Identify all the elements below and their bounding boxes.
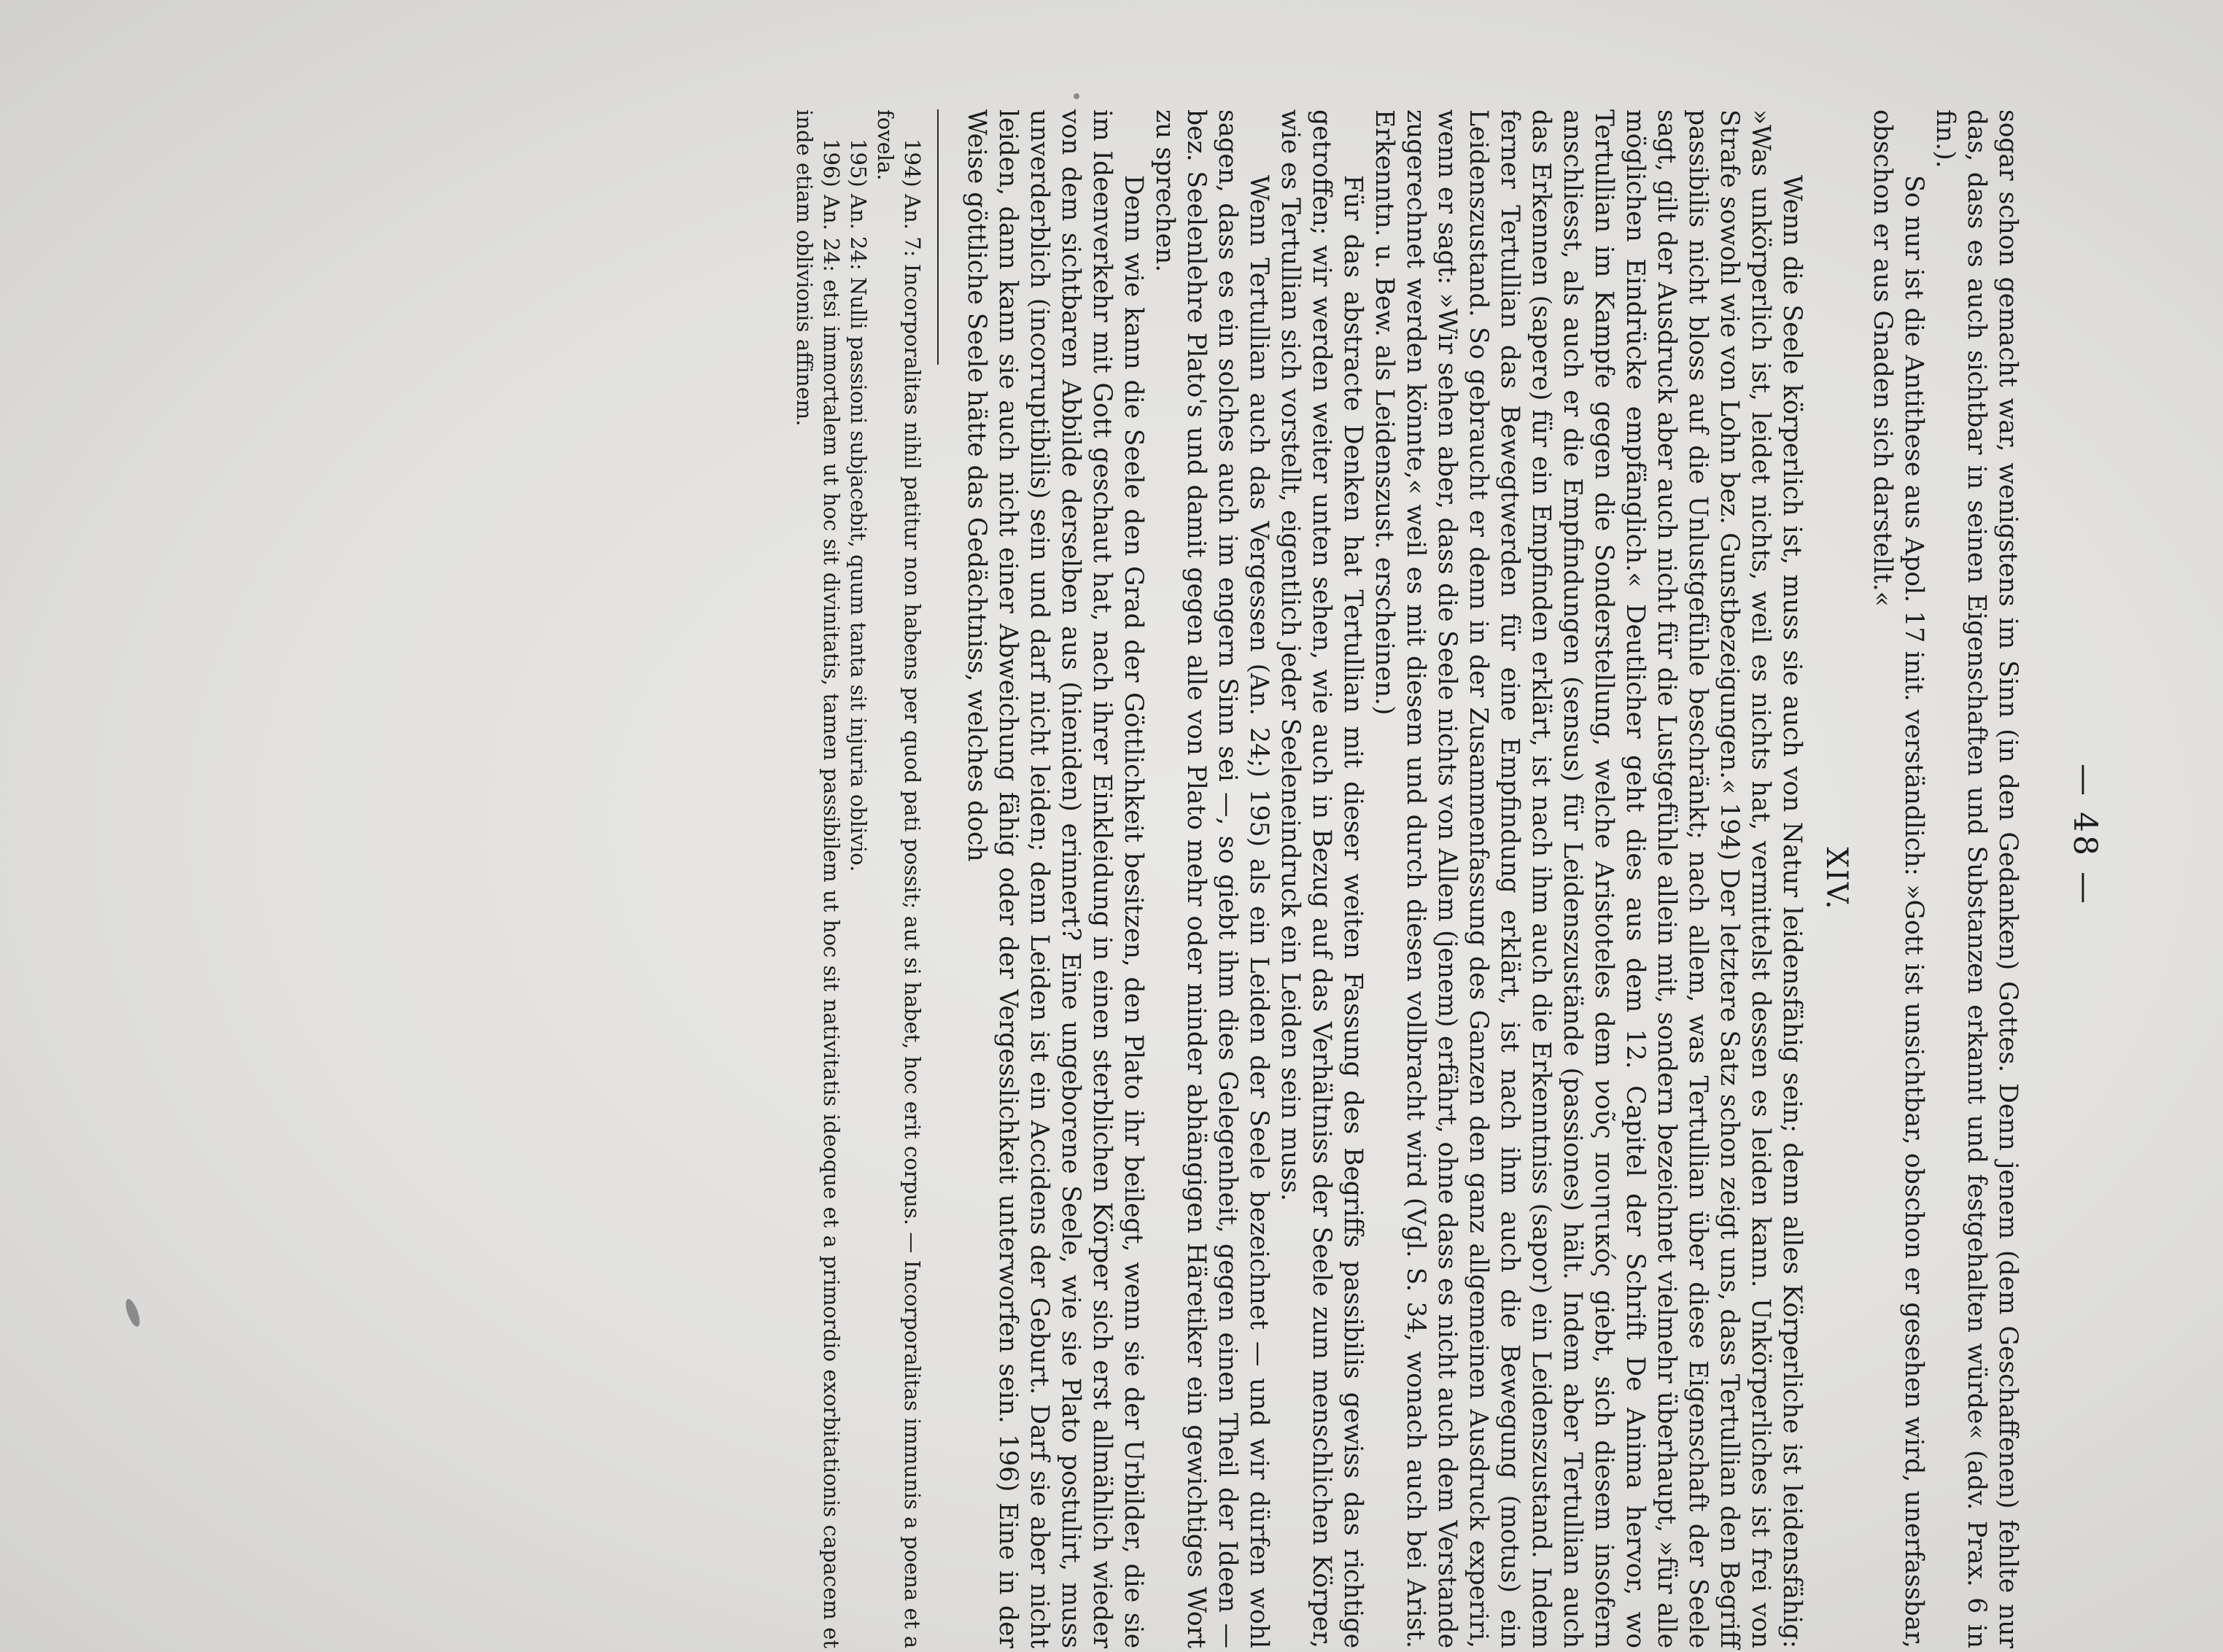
paragraph: Für das abstracte Denken hat Tertullian mit dieser weiten Fassung des Begriffs passibilis gewiss das richtige getroffen; wir werden weiter unten sehen, wie auch in Bezug auf das Verhältniss der Seele zum menschlichen Körper, wie es Tertullian sich vorstellt, eigentlich jeder Seeleneindruck ein Leiden sein muss. [1276, 109, 1367, 1648]
page-number-header: — 48 — [2066, 764, 2103, 907]
paragraph: Denn wie kann die Seele den Grad der Göttlichkeit besitzen, den Plato ihr beilegt, wenn sie der Urbilder, die sie im Ideenverkehr mit Gott geschaut hat, nach ihrer Einkleidung in einen sterblichen Körper sich erst allmählich wieder von dem sichtbaren Abbilde derselben aus (hieniden) erinnert? Eine ungeborene Seele, wie sie Plato postulirt, muss unverderblich (incorruptibilis) sein und darf nicht leiden; denn Leiden ist ein Accidens der Geburt. Darf sie aber nicht leiden, dann kann sie auch nicht einer Abweichung fähig oder der Vergesslichkeit unterworfen sein. 196) Eine in der Weise göttliche Seele hätte das Gedächtniss, welches doch [962, 109, 1148, 1648]
rotated-book-page [90, 66, 2133, 1648]
paragraph: So nur ist die Antithese aus Apol. 17 init. verständlich: »Gott ist unsichtbar, obschon er gesehen wird, unerfassbar, obschon er aus Gnaden sich darstellt.« [1868, 109, 1928, 1648]
footnote: 196) An. 24: etsi immortalem ut hoc sit divinitatis, tamen passibilem ut hoc sit nativitatis ideoque et a primordio exorbitationis capacem et inde etiam oblivionis affinem. [792, 109, 844, 1648]
footnotes [791, 109, 926, 1648]
body-text [791, 109, 2023, 1648]
paragraph: Wenn Tertullian auch das Vergessen (An. 24;) 195) als ein Leiden der Seele bezeichnet — und wir dürfen wohl sagen, dass es ein solches auch im engern Sinn sei —, so giebt ihm dies Gelegenheit, gegen einen Theil der Ideen — bez. Seelenlehre Plato's und damit gegen alle von Plato mehr oder minder abhängigen Häretiker ein gewichtiges Wort zu sprechen. [1150, 109, 1273, 1648]
section-heading: XIV. [1820, 847, 1853, 911]
paragraph: sogar schon gemacht war, wenigstens im Sinn (in den Gedanken) Gottes. Denn jenem (dem Geschaffenen) fehlte nur das, dass es auch sichtbar in seinen Eigenschaften und Substanzen erkannt und festgehalten würde« (adv. Prax. 6 in fin.). [1931, 109, 2022, 1648]
paragraph: Wenn die Seele körperlich ist, muss sie auch von Natur leidensfähig sein; denn alles Körperliche ist leidensfähig: »Was unkörperlich ist, leidet nichts, weil es nichts hat, vermittelst dessen es leiden kann. Unkörperliches ist frei von Strafe sowohl wie von Lohn bez. Gunstbezeigungen.« 194) Der letztere Satz schon zeigt uns, dass Tertullian den Begriff passibilis nicht bloss auf die Unlustgefühle beschränkt; nach allem, was Tertullian über diese Eigenschaft der Seele sagt, gilt der Ausdruck aber auch nicht für die Lustgefühle allein mit, sondern bezeichnet vielmehr überhaupt, »für alle möglichen Eindrücke empfänglich.« Deutlicher geht dies aus dem 12. Capitel der Schrift De Anima hervor, wo Tertullian im Kampfe gegen die Sonderstellung, welche Aristoteles dem νοῦς ποιητικός giebt, sich diesem insofern anschliesst, als auch er die Empfindungen (sensus) für Leidenszustände (passiones) hält. Indem aber Tertullian auch das Erkennen (sapere) für ein Empfinden erklärt, ist nach ihm auch die Erkenntniss (sapor) ein Leidenszustand. Indem ferner Tertullian das Bewegtwerden für eine Empfindung erklärt, ist nach ihm auch die Bewegung (motus) ein Leidenszustand. So gebraucht er denn in der Zusammenfassung des Ganzen den ganz allgemeinen Ausdruck experiri, wenn er sagt: »Wir sehen aber, dass die Seele nichts von Allem (jenem) erfährt, ohne dass es nicht auch dem Verstande zugerechnet werden könnte,« weil es mit diesem und durch diesen vollbracht wird (Vgl. S. 34, wonach auch bei Arist. Erkenntn. u. Bew. als Leidenszust. erscheinen.) [1370, 109, 1807, 1648]
footnote: 195) An. 24: Nulli passioni subjacebit, quum tanta sit injuria oblivio. [846, 139, 871, 872]
footnote: 194) An. 7: Incorporalitas nihil patitur non habens per quod pati possit; aut si habet, hoc erit corpus. — Incorporalitas immunis a poena et a fovela. [873, 109, 925, 1648]
footnote-divider [937, 109, 939, 365]
